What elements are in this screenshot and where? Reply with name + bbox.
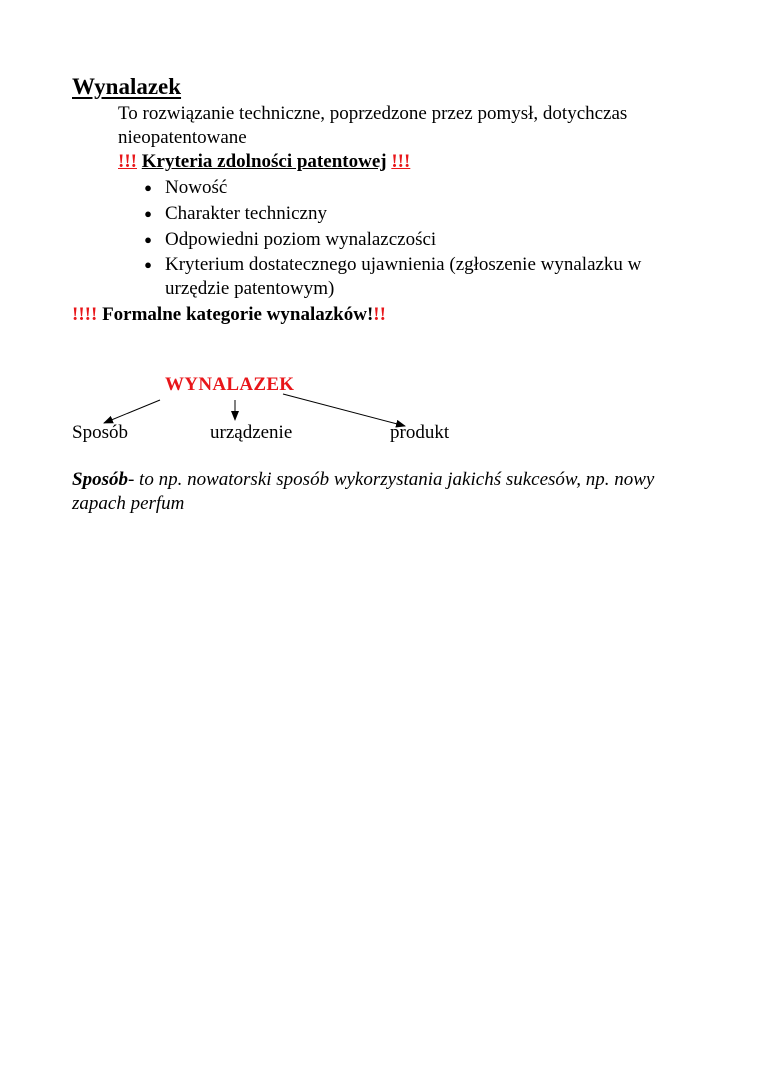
formal-label: Formalne kategorie wynalazków xyxy=(102,304,367,325)
note-text: - to np. nowatorski sposób wykorzystania jakichś sukcesów, np. nowy zapach perfum xyxy=(72,469,655,514)
bullet-icon: ● xyxy=(144,206,152,221)
criteria-item: Nowość xyxy=(165,177,228,198)
formal-mark: ! xyxy=(366,304,374,325)
formal-prefix: !!!! xyxy=(72,304,98,325)
criteria-item: Kryterium dostatecznego ujawnienia (zgłoszenie wynalazku w urzędzie patentowym) xyxy=(165,254,642,299)
criteria-item: Odpowiedni poziom wynalazczości xyxy=(165,229,437,250)
note-term: Sposób xyxy=(72,469,128,490)
note-paragraph xyxy=(72,468,672,516)
diagram-node-produkt: produkt xyxy=(390,422,450,443)
arrow-to-sposob xyxy=(104,400,160,423)
bullet-icon: ● xyxy=(144,232,152,247)
criteria-item: Charakter techniczny xyxy=(165,203,327,224)
arrow-to-produkt xyxy=(283,394,405,426)
bullet-icon: ● xyxy=(144,257,152,272)
bullet-icon: ● xyxy=(144,180,152,195)
criteria-suffix: !!! xyxy=(391,151,411,172)
definition-text: To rozwiązanie techniczne, poprzedzone przez pomysł, dotychczas nieopatentowane xyxy=(118,103,628,148)
criteria-label: Kryteria zdolności patentowej xyxy=(141,151,387,172)
diagram-root-label: WYNALAZEK xyxy=(165,374,295,395)
diagram-node-urzadzenie: urządzenie xyxy=(210,422,293,443)
criteria-prefix: !!! xyxy=(118,151,137,172)
formal-suffix: !! xyxy=(373,304,386,325)
page-title: Wynalazek xyxy=(72,74,182,99)
diagram-node-sposob: Sposób xyxy=(72,422,128,443)
